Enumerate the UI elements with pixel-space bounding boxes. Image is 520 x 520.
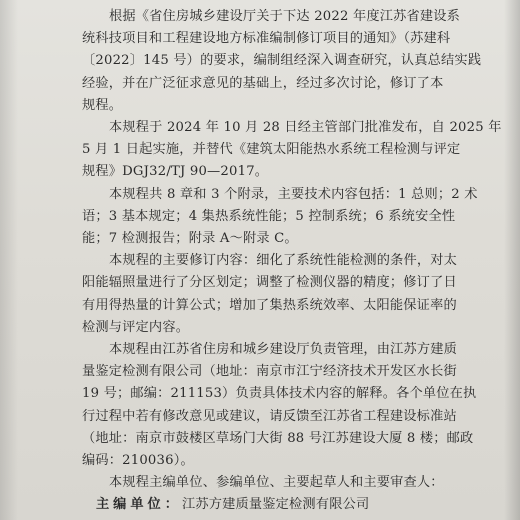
text-line: 规程。 (82, 97, 123, 113)
paragraph-revisions (82, 250, 502, 339)
text-line: 统科技项目和工程建设地方标准编制修订项目的通知》（苏建科 (82, 31, 451, 47)
page-shadow-left (0, 0, 18, 520)
text-line: 本规程的主要修订内容：细化了系统性能检测的条件，对太 (109, 253, 458, 269)
paragraph-effective-date (82, 117, 502, 184)
text-line: 本规程主编单位、参编单位、主要起草人和主要审查人： (109, 475, 444, 491)
body-text (82, 6, 502, 517)
text-line: 有用得热量的计算公式；增加了集热系统效率、太阳能保证率的 (82, 297, 457, 313)
paragraph-basis (82, 6, 502, 117)
text-line: 编码：210036）。 (82, 453, 194, 469)
text-line: 能；7 检测报告；附录 A～附录 C。 (82, 231, 298, 247)
text-line: 行过程中若有修改意见或建议，请反馈至江苏省工程建设标准站 (82, 408, 457, 424)
page-shadow-right (504, 0, 520, 520)
text-line: 检测与评定内容。 (82, 319, 190, 335)
text-line: 经验，并在广泛征求意见的基础上，经过多次讨论，修订了本 (82, 75, 444, 91)
paragraph-participants-intro (82, 472, 502, 494)
text-line: 根据《省住房城乡建设厅关于下达 2022 年度江苏省建设系 (109, 9, 461, 24)
text-line: 阳能辐照量进行了分区划定；调整了检测仪器的精度；修订了日 (82, 275, 457, 291)
text-line: 语；3 基本规定；4 集热系统性能；5 控制系统；6 系统安全性 (82, 208, 456, 224)
text-line: （地址：南京市鼓楼区草场门大街 88 号江苏建设大厦 8 楼；邮政 (82, 430, 474, 446)
chief-editor-unit-row (82, 494, 502, 516)
text-line: 本规程共 8 章和 3 个附录，主要技术内容包括：1 总则；2 术 (109, 186, 478, 202)
text-line: 本规程由江苏省住房和城乡建设厅负责管理，由江苏方建质 (109, 342, 458, 358)
text-line: 19 号；邮编：211153）负责具体技术内容的解释。各个单位在执 (82, 386, 477, 402)
text-line: 量鉴定检测有限公司（地址：南京市江宁经济技术开发区水长街 (82, 364, 457, 380)
text-line: 〔2022〕145 号）的要求，编制组经深入调查研究，认真总结实践 (82, 53, 482, 69)
paragraph-contents (82, 184, 502, 251)
text-line: 5 月 1 日起实施，并替代《建筑太阳能热水系统工程检测与评定 (82, 142, 461, 158)
text-line: 规程》DGJ32/TJ 90—2017。 (82, 164, 269, 180)
text-line: 本规程于 2024 年 10 月 28 日经主管部门批准发布，自 2025 年 (109, 120, 502, 136)
paragraph-management (82, 339, 502, 472)
chief-editor-unit-value: 江苏方建质量鉴定检测有限公司 (181, 497, 370, 513)
chief-editor-unit-label: 主编单位： (96, 497, 182, 513)
